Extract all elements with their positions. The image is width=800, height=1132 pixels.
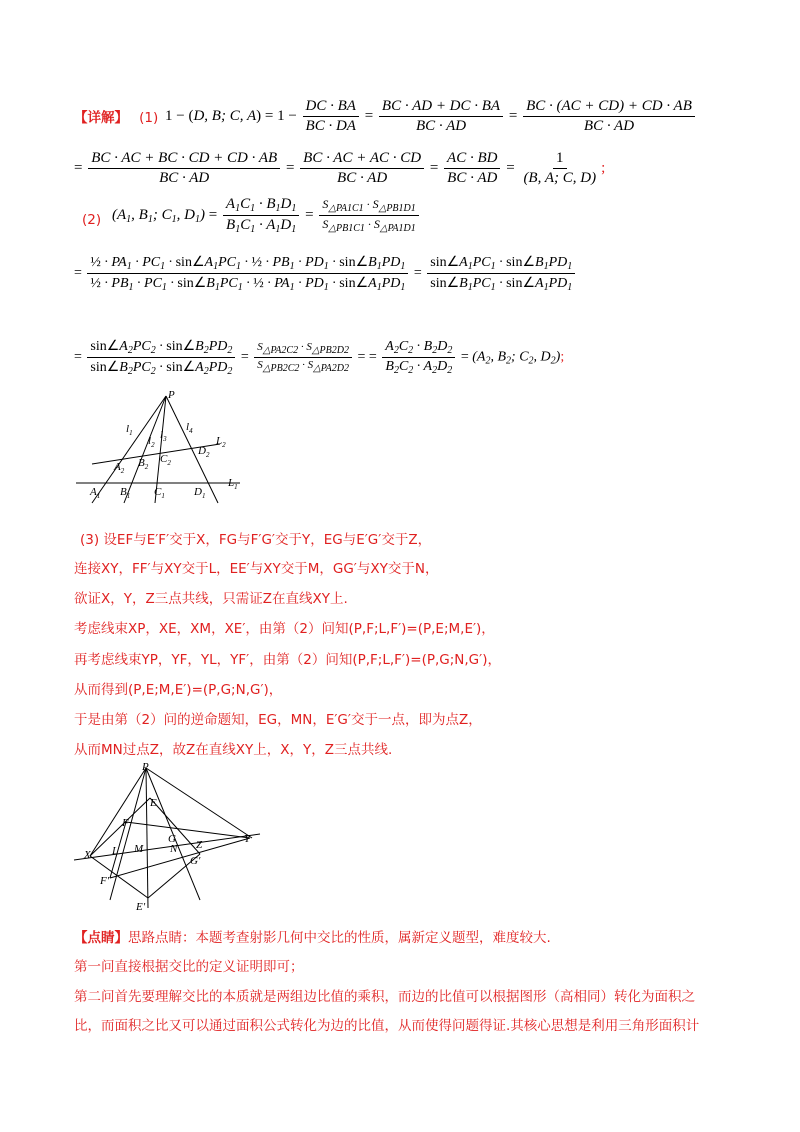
line-FprimeY: [110, 838, 250, 878]
label-Z: Z: [196, 839, 203, 851]
label-M: M: [134, 843, 144, 855]
detail-tag: 【详解】: [74, 110, 128, 126]
label-l3: $l_3$: [160, 429, 167, 443]
label-P: P: [168, 389, 175, 401]
figure-cross-ratio-lines: [70, 388, 250, 506]
label-L2: $L_2$: [216, 435, 226, 449]
label-C2: $C_2$: [160, 453, 171, 467]
label-G: G: [168, 833, 176, 845]
label-l2: $l_2$: [148, 435, 155, 449]
equation-part2-line3: = $\frac{\sin\angle A_2PC_2 \cdot \sin\angle B_2PD_2}{\sin\angle B_2PC_2 \cdot \sin\angle A_2PD_2}$ = $\frac{S_{\triangle PA2C2} \cdot S_{\triangle PB2D2}}{S_{\triangle PB2C2} \cdot S_{\triangle PA2D2}}$ = = $\frac{A_2C_2 \cdot B_2D_2}{B_2C_2 \cdot A_2D_2}$ = ($A_2$, $B_2$; $C_2$, $D_2$);: [74, 339, 565, 377]
comment-tag: 【点睛】: [74, 930, 128, 946]
part3-line-1: (3) 设EF与E′F′交于X，FG与F′G′交于Y，EG与E′G′交于Z，: [80, 532, 432, 548]
part3-line-4: 考虑线束XP，XE，XM，XE′，由第（2）问知(P,F;L,F′)=(P,E;M,E′)，: [74, 621, 495, 637]
label-Y: Y: [244, 833, 251, 845]
label-L: L: [112, 845, 119, 857]
part2-label: (2): [82, 212, 102, 228]
line-PY: [146, 768, 252, 838]
line-XEprime: [90, 856, 148, 898]
comment-line-2: 第一问直接根据交比的定义证明即可；: [74, 959, 304, 975]
label-D2: $D_2$: [198, 445, 210, 459]
label-P: P: [142, 761, 149, 773]
part3-line-5: 再考虑线束YP，YF，YL，YF′，由第（2）问知(P,F;L,F′)=(P,G;N,G′)，: [74, 652, 501, 668]
label-C1: $C_1$: [154, 486, 165, 500]
label-B2: $B_2$: [138, 457, 149, 471]
label-Gprime: G′: [190, 855, 201, 867]
comment-header: [74, 926, 551, 946]
equation-part1-line2: = $\frac{BC \cdot AC + BC \cdot CD + CD \cdot AB}{BC \cdot AD}$ = $\frac{BC \cdot AC + AC \cdot CD}{BC \cdot AD}$ = $\frac{AC \cdot BD}{BC \cdot AD}$ = $\frac{1}{(B, A; C, D)}$ ;: [74, 150, 606, 186]
label-B1: $B_1$: [120, 486, 131, 500]
line-PE: [146, 768, 148, 908]
part3-line-6: 从而得到(P,E;M,E′)=(P,G;N,G′)，: [74, 682, 283, 698]
label-X: X: [84, 849, 91, 861]
label-A1: $A_1$: [90, 486, 101, 500]
figure-desargues: [70, 760, 270, 912]
equation-part2-line1: ($A_1$, $B_1$; $C_1$, $D_1$) = $\frac{A_1C_1 \cdot B_1D_1}{B_1C_1 \cdot A_1D_1}$ = $\frac{S_{\triangle PA1C1} \cdot S_{\triangle PB1D1}}{S_{\triangle PB1C1} \cdot S_{\triangle PA1D1}}$: [112, 196, 421, 235]
comment-line-4: 比，而面积之比又可以通过面积公式转化为边的比值，从而使得问题得证.其核心思想是利用三角形面积计: [74, 1018, 700, 1034]
equation-part1-line1: 1 − (D, B; C, A) = 1 − $\frac{DC \cdot BA}{BC \cdot DA}$ = $\frac{BC \cdot AD + DC \cdot BA}{BC \cdot AD}$ = $\frac{BC \cdot (AC + CD) + CD \cdot AB}{BC \cdot AD}$: [165, 98, 697, 135]
detail-header: [74, 106, 158, 126]
part3-line-2: 连接XY，FF′与XY交于L，EE′与XY交于M，GG′与XY交于N，: [74, 561, 439, 577]
label-N: N: [170, 843, 178, 855]
comment-line-3: 第二问首先要理解交比的本质就是两组边比值的乘积，而边的比值可以根据图形（高相同）转化为面积之: [74, 989, 695, 1005]
part1-label: (1): [139, 110, 159, 126]
label-E: E: [150, 797, 157, 809]
part3-line-3: 欲证X，Y，Z三点共线，只需证Z在直线XY上.: [74, 591, 348, 607]
equation-part2-line2: = $\frac{\frac{1}{2} \cdot PA_1 \cdot PC_1 \cdot \sin\angle A_1PC_1 \cdot \frac{1}{2} \cdot PB_1 \cdot PD_1 \cdot \sin\angle B_1PD_1}{\frac{1}{2} \cdot PB_1 \cdot PC_1 \cdot \sin\angle B_1PC_1 \cdot \frac{1}{2} \cdot PA_1 \cdot PD_1 \cdot \sin\angle A_1PD_1}$ = $\frac{\sin\angle A_1PC_1 \cdot \sin\angle B_1PD_1}{\sin\angle B_1PC_1 \cdot \sin\angle A_1PD_1}$: [74, 254, 577, 293]
label-l1: $l_1$: [126, 423, 133, 437]
label-A2: $A_2$: [114, 461, 125, 475]
line-PF: [110, 768, 146, 900]
part3-line-8: 从而MN过点Z，故Z在直线XY上，X，Y，Z三点共线.: [74, 742, 393, 758]
label-Eprime: E′: [136, 901, 146, 912]
part3-line-7: 于是由第（2）问的逆命题知，EG，MN，E′G′交于一点，即为点Z，: [74, 712, 482, 728]
label-F: F: [122, 817, 129, 829]
label-L1: $L_1$: [228, 477, 238, 491]
label-l4: $l_4$: [186, 421, 193, 435]
line-l4: [166, 396, 218, 503]
comment-line-1: 思路点睛：本题考查射影几何中交比的性质，属新定义题型，难度较大.: [128, 930, 551, 946]
label-D1: $D_1$: [194, 486, 206, 500]
label-Fprime: F′: [100, 875, 110, 887]
